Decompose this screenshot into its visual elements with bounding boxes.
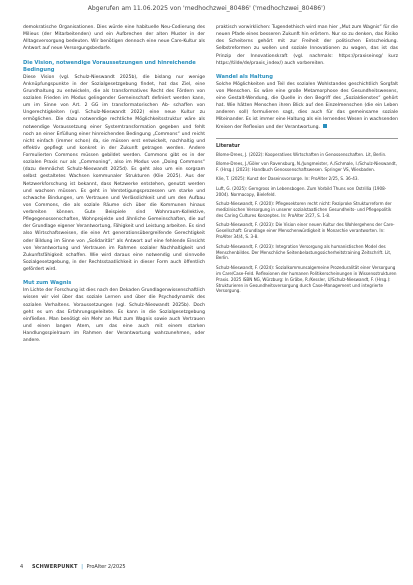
literature-title: Literatur: [216, 143, 240, 149]
paragraph-text: Solche Möglichkeiten und Teil des sozialen Wohlstandes geschichtlich Sorgfalt von Menschen. Es wäre eine große Metamorphose des Gesundheitswesens, eine Gestalt-Wendung, die Quelle in den Begriff des „Sozialdienstes“ gehört hat. Wie hätten Menschen ihren Blick auf den Einzelmenschen (die ein Leben anderen soll) formulieren sagt, dies auch für das gemeinsame soziale Miteinander. Es ist immer eine Haltung als ein lernendes Wesen in wachsenden Kreisen der Reflexion und der Verantwortung.: [216, 81, 398, 130]
literature-item: Schulz-Nieswandt, F. (2023): Die Vision einer neuen Kultur des Wohlergehens der Care-Gesellschaft: Grundlage einer Menschenwürdigkeit in Monarchie verantworten. In: ProAlter 34/4, S. 3-8.: [216, 222, 395, 240]
right-column: [216, 24, 398, 298]
section-heading: Wandel als Haltung: [216, 73, 273, 80]
footer-separator: [27, 564, 29, 570]
page-number: 4: [20, 564, 24, 570]
section-heading: Mut zum Wagnis: [23, 280, 72, 287]
literature-item: Klie, T. (2025): Kunst der Daseinsvorsorge. In: ProAlter 2/25, S. 36-43.: [216, 176, 359, 182]
footer-separator: |: [81, 564, 83, 570]
literature-item: Schulz-Nieswandt, F. (2023): Integration Versorgung als humanistischen Model des Menschenbildes. Der Menschliche Seitenbelastungssicherheitstraining Zeitschrift. Lit, Berlin.: [216, 243, 392, 261]
left-column: [23, 24, 205, 351]
issue-label: ProAlter 2/2025: [86, 564, 126, 570]
download-note: Abgerufen am 11.06.2025 von 'medhochzwei_80486' ('medhochzwei_80486'): [87, 5, 326, 12]
divider: [216, 138, 398, 139]
literature-item: Luft, G. (2025): Gerngross im Lebensbogen. Zum Vorbild Thuns von Ostrillia (1908-2004). Normacopy, Bielefeld.: [216, 185, 387, 197]
literature-item: Blome-Drees, J./Göler von Ravensburg, N./Jungmeister, A./Schmale, I./Schulz-Nieswandt, F. (Hrsg.) (2023): Handbuch Genossenschaftswesen. Springer VS, Wiesbaden.: [216, 161, 397, 173]
paragraph: Diese Vision (vgl. Schulz-Nieswandt 2025b), die bislang nur wenige Anknüpfungspunkte in der Sozialgesetzgebung findet, hat das Ziel, eine Grundhaltung zu entwickeln, die als transformatives Recht des Fördern von sozialen Frieden im Modus gelingender Gemeinschaft definiert werden kann, um im Sinne von Art. 2 GG im transformatorischen Ab- schaffen von Ungerechtigkeiten (vgl. Schulz-Nieswandt 2022) eine neue Kultur zu ermöglichen. Die dazu notwendige rechtliche Möglichkeitsstruktur wäre als notwendige Voraussetzung einer Systemtransformation gegeben und fehlt noch an einer Erfüllung einer hinreichenden Bedingung „Commons“ und reicht nicht einfach (immer schon) da, sie müssen erst entwickelt, nachhaltig und effektiv gepflegt und konkret in der Zukunft getragen werden. Andere Formulierten Commons müssen gebildet werden. Commons gibt es in der sozialen Praxis nur als „Commoning“, also im Modus von „Doing Commons“ (dazu demnächst Schulz-Nieswandt 2025d). Es geht also um ein sorgsam selbst gestaltetes Wachsen kommunaler Strukturen (Klie 2025). Aus der Netzwerkforschung ist bekannt, dass Netzwerke entstehen, genutzt werden und wachsen müssen. Es geht in Verstetigungsprozessen um starke und schwache Bindungen, um Vertrauen und Verlässlichkeit und um den Aufbau von Commons, die als soziale Räume sich über die Kommunen hinaus verbreiten können. Gute Beispiele sind Wohnraum-Kollektive, Pflegegenossenschaften, Wohnprojekte und ähnliche Gemeinschaften, die auf der Grundlage eigener Verantwortung, Fähigkeit und Leistung arbeiten. Es sind also Wirtschaftsweisen, die eine Art generationsübergreifende Gerechtigkeit oder Bildung im Sinne von „Solidarität“ als Antwort auf eine fehlende Einsicht von Verantwortung und Vertrauen im Rahmen sozialer Nachhaltigkeit und Zukunftsfähigkeit schaffen. Wie wird daraus eine notwendig und sinnvolle Sozialgesetzgebung, in der Rechtsstaatlichkeit in dieser Form auch öffentlich gefördert wird.: [23, 74, 205, 273]
literature-item: Schulz-Nieswandt, F. (2020): Pflegesektoren recht nicht: Reziproke Strukturreform der medizinischen Versorgung in unserer sozialstaatlichen Gesundheits- und Pflegepolitik des Caring Cultures Konzeptes. In: ProAlter 2/27, S. 1-8.: [216, 201, 392, 218]
paragraph: [216, 81, 398, 131]
end-of-article-icon: [323, 124, 327, 128]
literature-item: Schulz-Nieswandt, F. (2024): Sozialkommunsalgemeine Prozeduralität einer Versorgung im Care/Case-Feld. Reflexionen der humanen Politikerscheinungen in Wissensstrukturen Praxis. 2025 ISBN NG, Würzburg: In Gräbe, R./Kessler, U/Schulz-Nieswandt, F. (Hrsg.): Strukturieren in Gesundheitsversorgung durch Case-Management und integrierte Versorgung.: [216, 264, 397, 294]
section-heading: Die Vision, notwendige Voraussetzungen und hinreichende Bedingung: [23, 59, 196, 73]
paragraph: demokratische Organisationen. Dies würde eine habituelle Neu-Codierung des Milieus (der Mitarbeitenden) und ein Aufbrechen der alten Muster in der Alltagsversorgung bedeuten. Wir benötigen dennoch eine neue Care-Kultur als Antwort auf neue Versorgungsbedarfe.: [23, 25, 205, 52]
section-name: SCHWERPUNKT: [31, 564, 78, 570]
literature-list: [216, 152, 398, 295]
paragraph: Im Lichte der Forschung ist dies nach den Dekaden Grundlagenwissenschaftlich wissen wir viel über das soziale Lernen und über die Psychodynamik des sozialen Verhaltens. Voraussetzungen (vgl. Schulz-Nieswandt 2025b). Doch geht es um das Erfahrungsgeleitete. Es kann in die Sozialgesetzgebung einfließen. Man benötigt ein Mehr an Mut zum Wagnis sowie auch Vertrauen und einen langen Atem, um das eine auch mit einem starken Handlungsspielraum im Rahmen der Verantwortung wahrzunehmen, oder andere.: [23, 288, 205, 344]
paragraph: praktisch vorwirklichen: Tugendethisch wird man hier „Mut zum Wagnis“ für die neuen Pfade eines besseren Zukunft hin erörtern. Nur so zu denken, das Risiko des Scheiterns gehört mit zur Freiheit der politischen Entscheidung. Selbstreformen zu wollen und soziale Innovationen zu wagen, das ist das Prinzip der Innovationskraft (vgl. nachmals: https://praxiseinsg/ kurz https://tilde/de/praxis_index/) auch vorbereiten.: [216, 25, 398, 66]
page-footer: [20, 564, 126, 570]
literature-item: Blome-Drees, J. (2022): Kooperatives Wirtschaften in Genossenschaften. Lit, Berlin.: [216, 151, 387, 157]
